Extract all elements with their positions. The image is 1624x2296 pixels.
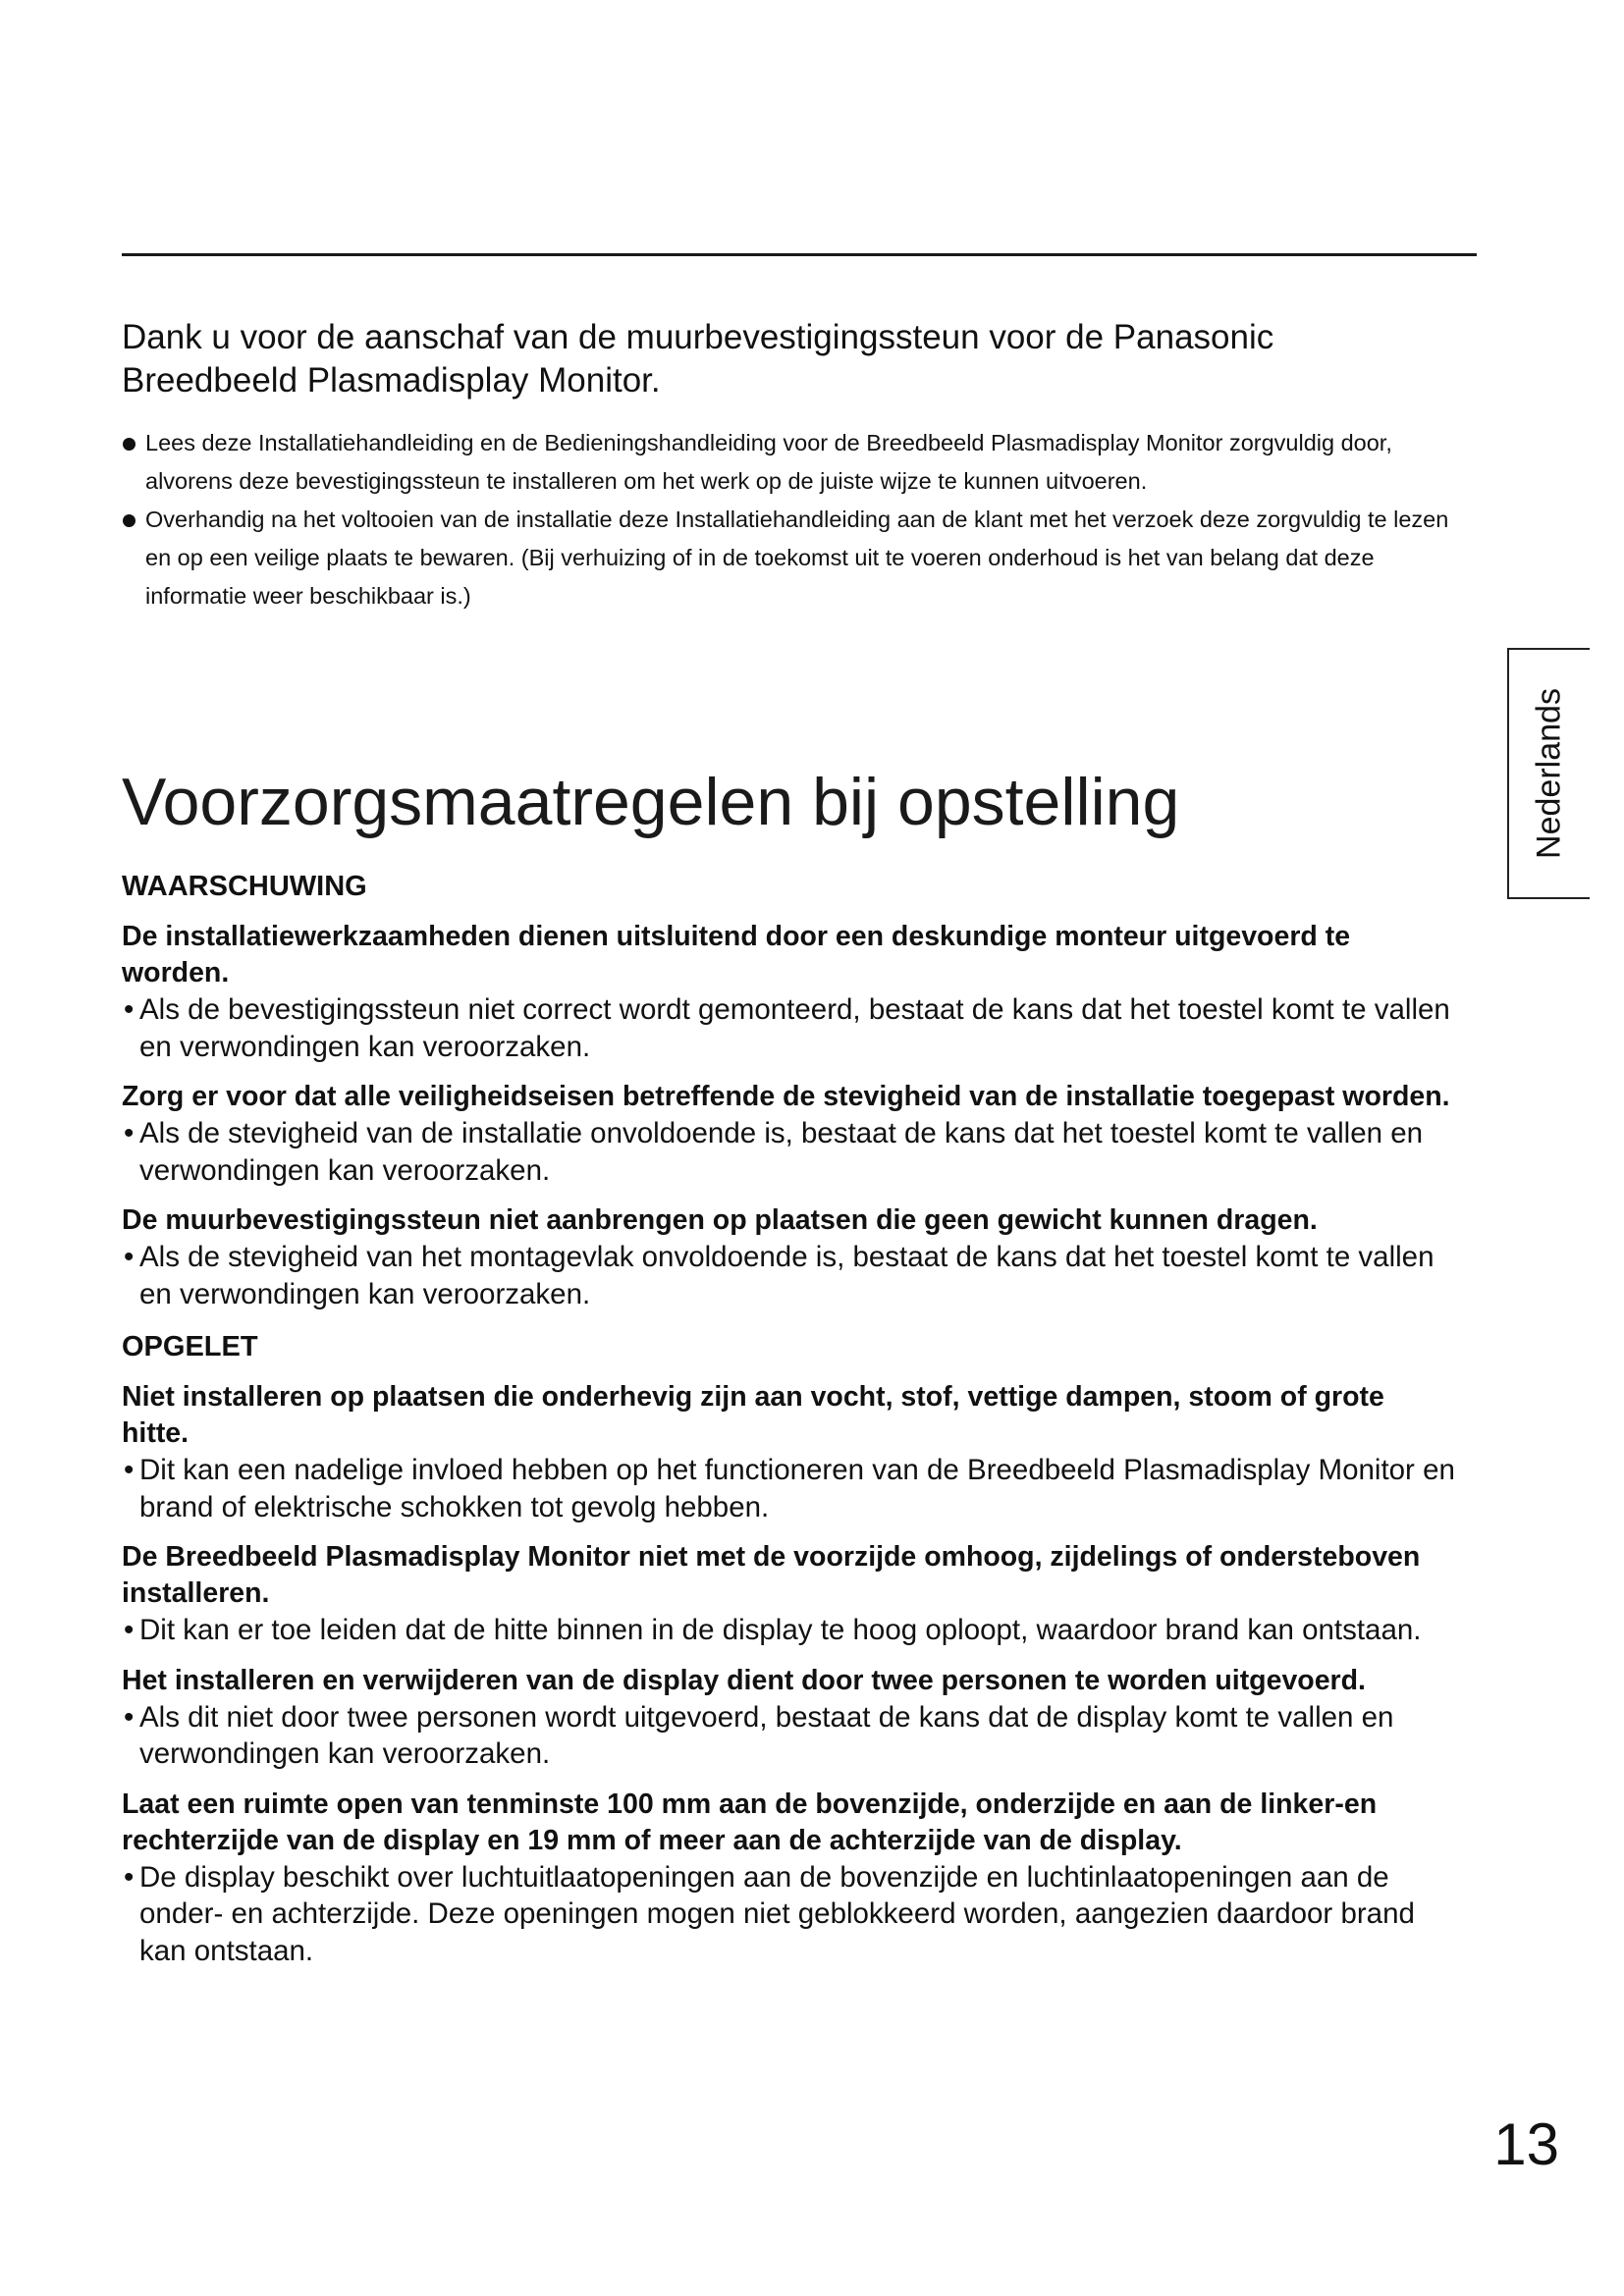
intro-notes-list — [122, 424, 1457, 615]
warning-text: • Als de stevigheid van het montagevlak onvoldoende is, bestaat de kans dat het toestel komt te vallen en verwondingen kan veroorzaken. — [124, 1241, 1435, 1310]
list-item: Lees deze Installatiehandleiding en de Bedieningshandleiding voor de Breedbeeld Plasmadisplay Monitor zorgvuldig door, alvorens deze bevestigingssteun te installeren om het werk op de juiste wijze te kunnen uitvoeren. — [122, 424, 1457, 501]
caution-text: • Dit kan er toe leiden dat de hitte binnen in de display te hoog oploopt, waardoor brand kan ontstaan. — [122, 1612, 1457, 1649]
bullet-icon: • — [124, 993, 135, 1026]
caution-text: • Dit kan een nadelige invloed hebben op het functioneren van de Breedbeeld Plasmadisplay Monitor en brand of elektrische schokken tot gevolg hebben. — [124, 1454, 1455, 1523]
bullet-icon: • — [124, 1117, 135, 1149]
bullet-icon: • — [124, 1860, 135, 1894]
caution-heading: Laat een ruimte open van tenminste 100 mm aan de bovenzijde, onderzijde en aan de linker-en rechterzijde van de display en 19 mm of meer aan de achterzijde van de display. — [122, 1788, 1378, 1856]
warning-group — [122, 868, 1457, 1312]
warning-heading: Zorg er voor dat alle veiligheidseisen betreffende de stevigheid van de installatie toegepast worden. — [122, 1081, 1450, 1112]
warning-heading: De installatiewerkzaamheden dienen uitsluitend door een deskundige monteur uitgevoerd te worden. — [122, 921, 1351, 988]
page-number: 13 — [1493, 2111, 1559, 2177]
bullet-icon: • — [124, 1700, 135, 1734]
warning-heading: De muurbevestigingssteun niet aanbrengen op plaatsen die geen gewicht kunnen dragen. — [122, 1204, 1318, 1236]
warning-label: WAARSCHUWING — [122, 871, 367, 902]
bullet-dot-icon — [123, 514, 135, 527]
language-tab-label: Nederlands — [1530, 688, 1568, 859]
warning-text: • Als de stevigheid van de installatie onvoldoende is, bestaat de kans dat het toestel komt te vallen en verwondingen kan veroorzaken. — [124, 1117, 1424, 1187]
caution-label: OPGELET — [122, 1331, 258, 1362]
bullet-icon: • — [124, 1241, 135, 1273]
section-title: Voorzorgsmaatregelen bij opstelling — [122, 765, 1180, 839]
intro-paragraph: Dank u voor de aanschaf van de muurbevestigingssteun voor de Panasonic Breedbeeld Plasmadisplay Monitor. — [122, 318, 1274, 400]
warning-text: • Als de bevestigingssteun niet correct wordt gemonteerd, bestaat de kans dat het toestel komt te vallen en verwondingen kan veroorzaken. — [124, 993, 1450, 1063]
language-side-tab — [1507, 648, 1590, 899]
precautions-content — [122, 868, 1457, 1983]
bullet-icon: • — [124, 1614, 135, 1646]
bullet-dot-icon — [123, 438, 135, 451]
list-item: Overhandig na het voltooien van de installatie deze Installatiehandleiding aan de klant met het verzoek deze zorgvuldig te lezen en op een veilige plaats te bewaren. (Bij verhuizing of in de toekomst uit te voeren onderhoud is het van belang dat deze informatie weer beschikbaar is.) — [122, 501, 1457, 615]
caution-group — [122, 1328, 1457, 1969]
caution-heading: Het installeren en verwijderen van de display dient door twee personen te worden uitgevoerd. — [122, 1664, 1366, 1696]
bullet-icon: • — [124, 1454, 135, 1486]
caution-heading: De Breedbeeld Plasmadisplay Monitor niet met de voorzijde omhoog, zijdelings of ondersteboven installeren. — [122, 1541, 1421, 1609]
caution-text: • De display beschikt over luchtuitlaatopeningen aan de bovenzijde en luchtinlaatopeningen aan de onder- en achterzijde. Deze openingen mogen niet geblokkeerd worden, aangezien daardoor brand kan ontstaan. — [124, 1860, 1415, 1967]
caution-heading: Niet installeren op plaatsen die onderhevig zijn aan vocht, stof, vettige dampen, stoom of grote hitte. — [122, 1381, 1384, 1449]
caution-text: • Als dit niet door twee personen wordt uitgevoerd, bestaat de kans dat de display komt te vallen en verwondingen kan veroorzaken. — [124, 1700, 1394, 1770]
top-divider-line — [122, 253, 1477, 256]
